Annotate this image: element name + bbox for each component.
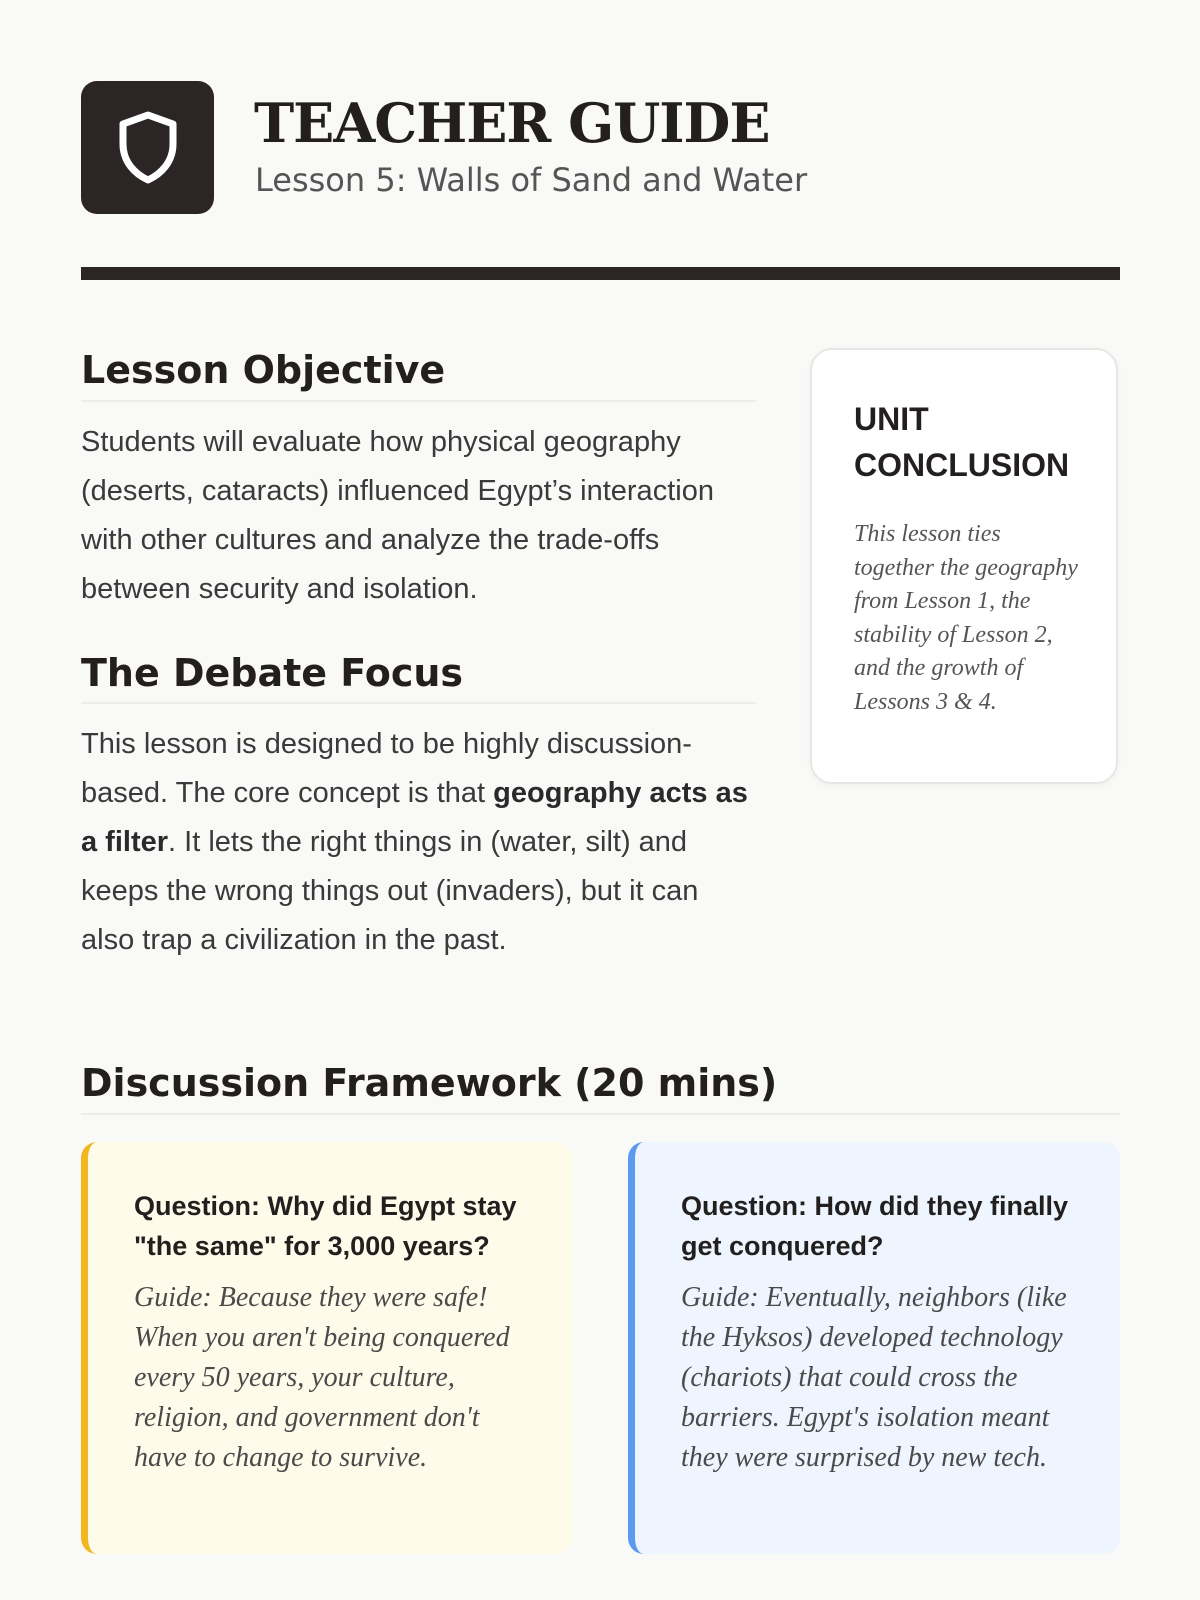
- shield-icon: [115, 110, 181, 186]
- debate-focus-text: [81, 720, 756, 965]
- debate-key-concept: geography acts as a filter: [81, 777, 748, 859]
- page-subtitle: Lesson 5: Walls of Sand and Water: [255, 161, 808, 199]
- lesson-objective-heading: Lesson Objective: [81, 348, 756, 402]
- discussion-cards: [81, 1142, 1120, 1554]
- teacher-guide-page: [81, 0, 1120, 1600]
- header-divider: [81, 267, 1120, 280]
- unit-conclusion-text: This lesson ties together the geography from Lesson 1, the stability of Lesson 2, and the growth of Lessons 3 & 4.: [854, 521, 1078, 715]
- debate-text-start: This lesson is designed to be highly discussion-based. The core concept is that: [81, 728, 692, 810]
- page-title: TEACHER GUIDE: [254, 91, 770, 155]
- page-header: [81, 81, 1120, 214]
- discussion-card-stability: [81, 1142, 573, 1554]
- discussion-card-conquest: [628, 1142, 1120, 1554]
- discussion-framework-section: [81, 1061, 1120, 1473]
- unit-conclusion-card: [810, 348, 1118, 784]
- card-guide: Guide: Because they were safe! When you aren't being conquered every 50 years, your culture, religion, and government don't have to change to survive.: [134, 1282, 510, 1473]
- debate-focus-section: [81, 651, 756, 966]
- card-guide: Guide: Eventually, neighbors (like the Hyksos) developed technology (chariots) that could cross the barriers. Egypt's isolation meant they were surprised by new tech.: [681, 1282, 1067, 1473]
- main-content: [81, 348, 756, 965]
- card-question: Question: How did they finally get conquered?: [681, 1191, 1069, 1261]
- logo: [81, 81, 214, 214]
- lesson-objective-text: Students will evaluate how physical geography (deserts, cataracts) influenced Egypt’s interaction with other cultures and analyze the trade-offs between security and isolation.: [81, 425, 714, 605]
- discussion-framework-heading: Discussion Framework (20 mins): [81, 1061, 1120, 1115]
- unit-conclusion-title: UNIT CONCLUSION: [854, 401, 1070, 483]
- lesson-objective-section: [81, 348, 756, 614]
- debate-text-end: . It lets the right things in (water, silt) and keeps the wrong things out (invaders), but it can also trap a civilization in the past.: [81, 826, 699, 957]
- debate-focus-heading: The Debate Focus: [81, 651, 756, 705]
- card-question: Question: Why did Egypt stay "the same" for 3,000 years?: [134, 1191, 517, 1261]
